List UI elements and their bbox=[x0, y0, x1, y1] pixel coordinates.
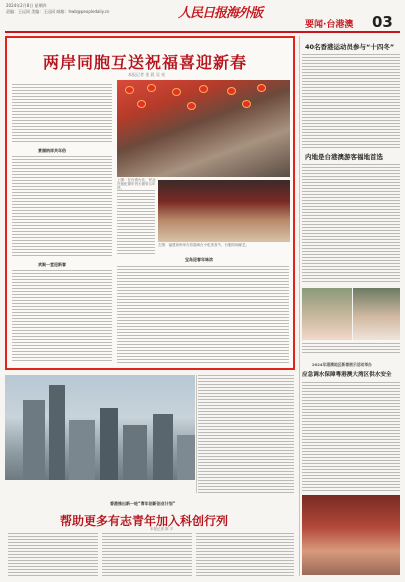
lead-photo-performance[interactable] bbox=[158, 180, 290, 242]
right-photo-3[interactable] bbox=[302, 495, 400, 575]
lantern-icon bbox=[187, 102, 196, 110]
column-divider bbox=[299, 36, 300, 576]
page-number: 03 bbox=[372, 13, 393, 31]
right-caption-text bbox=[302, 343, 400, 353]
lantern-icon bbox=[125, 86, 134, 94]
right-body-text bbox=[302, 164, 400, 282]
section-name: 要闻·台港澳 bbox=[305, 20, 354, 30]
building bbox=[23, 400, 45, 480]
lantern-icon bbox=[227, 87, 236, 95]
right-photo-1[interactable] bbox=[302, 288, 352, 340]
lead-body-text bbox=[12, 84, 112, 144]
right-photo-2[interactable] bbox=[353, 288, 400, 340]
lead-subhead-3: 宝岛迎春年味浓 bbox=[185, 257, 213, 262]
lantern-icon bbox=[172, 88, 181, 96]
lead-story-byline: 本报记者 金 晨 吴 亮 bbox=[128, 72, 166, 77]
hong-kong-skyline-photo[interactable] bbox=[5, 375, 195, 480]
lead-body-text bbox=[12, 156, 112, 256]
bottom-body-text bbox=[102, 533, 192, 578]
bottom-story-kicker: 香港推出新一轮“青年创新创业计划” bbox=[110, 501, 176, 506]
lead-body-text bbox=[117, 266, 289, 364]
bottom-story-byline: 本报记者 陈 平 bbox=[150, 527, 174, 531]
masthead-logo: 人民日报海外版 bbox=[178, 6, 263, 21]
right-body-text bbox=[302, 54, 400, 148]
column-divider bbox=[196, 375, 197, 493]
right-story2-title[interactable]: 内地是台港澳游客福地首选 bbox=[305, 153, 383, 161]
building bbox=[49, 385, 65, 480]
bottom-story-title[interactable]: 帮助更多有志青年加入科创行列 bbox=[60, 514, 229, 528]
header-date: 2024年2月8日 星期四 bbox=[6, 3, 47, 8]
lead-photo-street[interactable] bbox=[117, 80, 290, 177]
bottom-body-text bbox=[196, 533, 294, 578]
right-story1-title[interactable]: 40名香港运动员参与“十四冬” bbox=[305, 43, 395, 51]
building bbox=[177, 435, 195, 480]
header-rule bbox=[5, 31, 400, 33]
lead-caption-top: 上图：在台湾台北，民众在迪化街年货大街采买年货。 bbox=[117, 178, 156, 190]
header-meta: 责编：王远同 美编：王远同 邮箱：hwb@peopledaily.cn bbox=[6, 9, 110, 14]
lantern-icon bbox=[199, 85, 208, 93]
right-body-text bbox=[302, 382, 400, 492]
lantern-icon bbox=[242, 100, 251, 108]
building bbox=[69, 420, 95, 480]
building bbox=[153, 414, 173, 480]
lantern-icon bbox=[257, 84, 266, 92]
mid-body-text bbox=[198, 375, 294, 493]
building bbox=[123, 425, 147, 480]
lead-caption-bottom: 左图：福建泉州举办首届闽台小吃美食节，台胞同场献艺。 bbox=[158, 243, 249, 247]
lead-body-text bbox=[12, 270, 112, 362]
page-header bbox=[0, 0, 405, 34]
lead-subhead-1: 赏福纳祥共年俗 bbox=[38, 148, 66, 153]
right-story3-title[interactable]: 应急调水保障粤港澳大湾区供水安全 bbox=[302, 372, 392, 378]
bottom-body-text bbox=[8, 533, 98, 578]
lead-subhead-2: 欢聚一堂迎新春 bbox=[38, 262, 66, 267]
lantern-icon bbox=[147, 84, 156, 92]
lead-story-title[interactable]: 两岸同胞互送祝福喜迎新春 bbox=[42, 53, 247, 72]
right-story3-kicker: 2024年港澳地区新春展示活动举办 bbox=[312, 362, 372, 367]
lantern-icon bbox=[137, 100, 146, 108]
building bbox=[100, 408, 118, 480]
lead-body-text bbox=[117, 190, 155, 256]
